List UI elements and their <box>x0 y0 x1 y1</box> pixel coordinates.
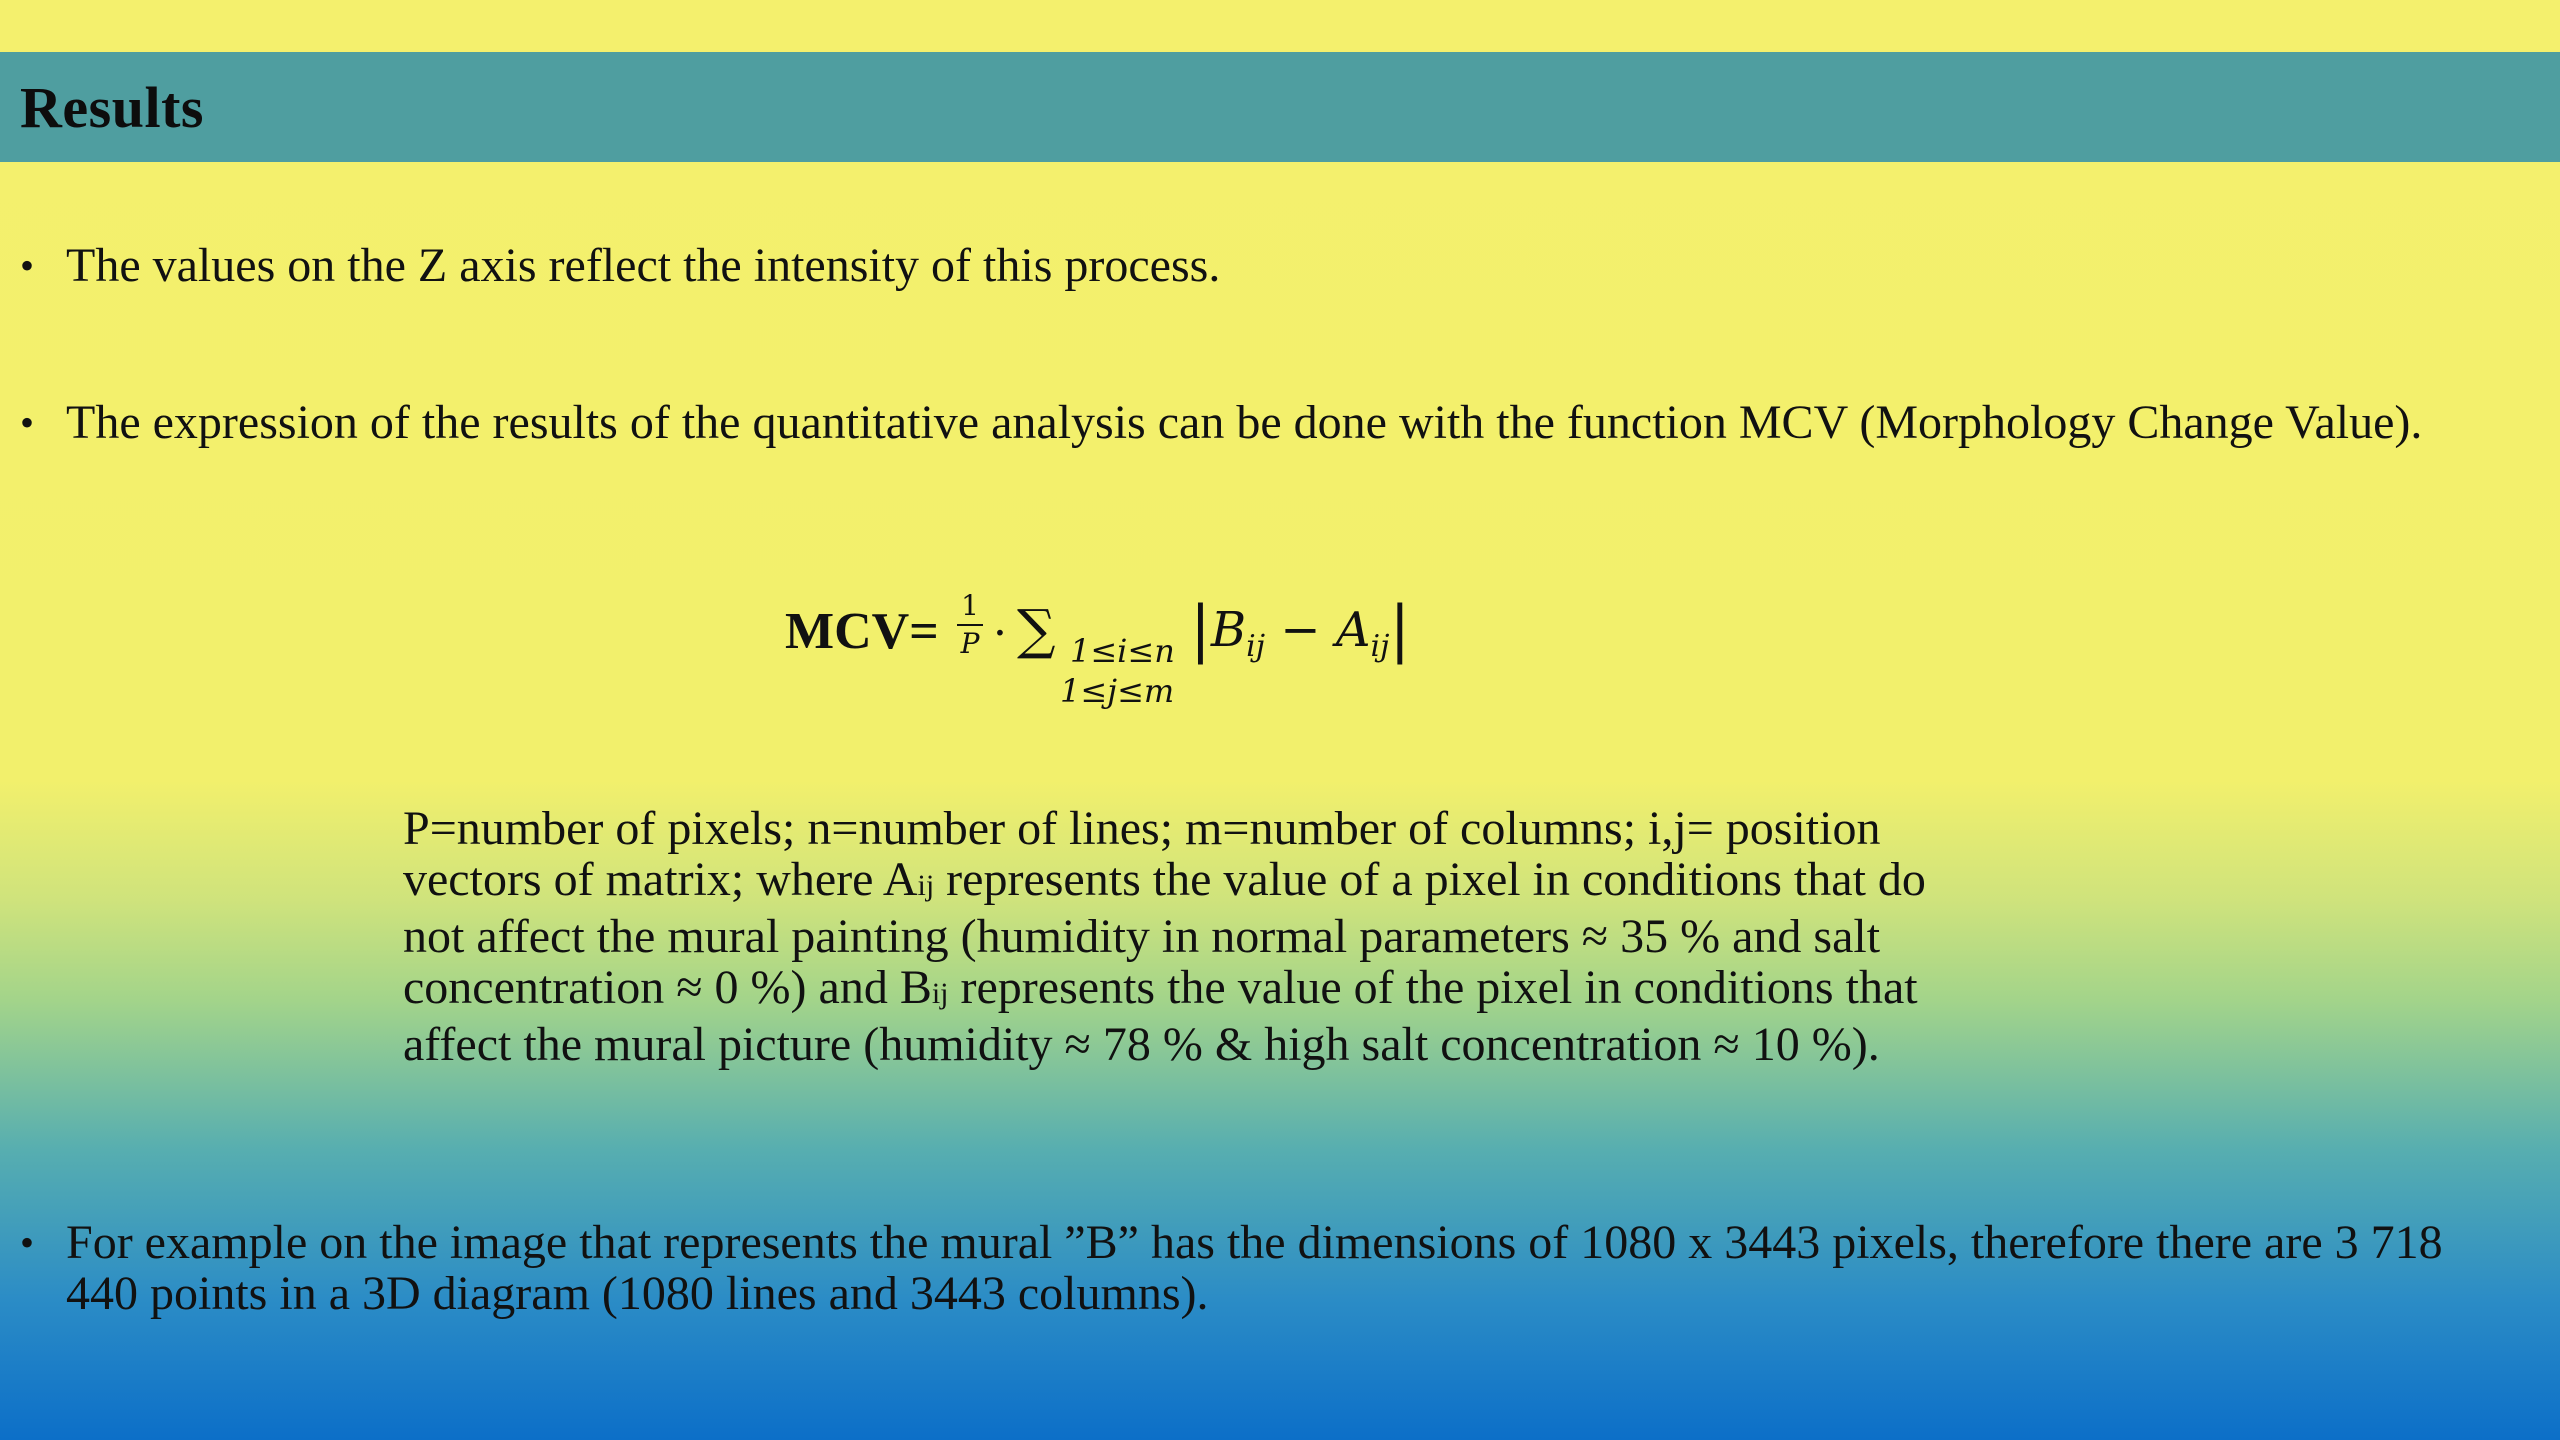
sum-subscript-j: 1≤j≤m <box>1060 672 1175 710</box>
bullet-text: The expression of the results of the quantitative analysis can be done with the function MCV (Morphology Change Value). <box>66 396 2423 449</box>
formula-b-subscript: ij <box>1246 629 1266 664</box>
formula-b: B <box>1210 602 1247 658</box>
bullet-marker: • <box>20 400 35 445</box>
definition-part-1: P=number of pixels; n=number of lines; m=number of columns; i,j= position vectors of matrix; where A <box>403 802 1881 906</box>
formula-a-subscript: ij <box>1370 629 1390 664</box>
sum-subscript-i: 1≤i≤n <box>1070 632 1175 670</box>
formula-a: A <box>1335 602 1371 658</box>
abs-bar-close: | <box>1389 592 1411 665</box>
fraction-numerator: 1 <box>961 589 979 622</box>
formula-dot: · <box>993 608 1007 659</box>
definition-subscript-a: ij <box>917 869 935 902</box>
formula-minus: − <box>1265 602 1336 658</box>
formula-fraction <box>955 590 985 660</box>
formula-lhs: MCV= <box>785 603 939 660</box>
fraction-bar <box>957 624 983 626</box>
bullet-marker: • <box>20 243 35 288</box>
bullet-text: The values on the Z axis reflect the intensity of this process. <box>66 239 1221 292</box>
bullet-item <box>20 1217 2520 1319</box>
fraction-denominator: P <box>960 627 980 660</box>
formula-definition <box>403 803 1983 1070</box>
mcv-formula <box>785 590 1485 720</box>
sum-symbol: ∑ <box>1017 598 1056 661</box>
bullet-marker: • <box>20 1220 35 1265</box>
bullet-item <box>20 240 2520 291</box>
title-bar <box>0 52 2560 162</box>
slide-title: Results <box>20 74 204 140</box>
definition-part-2: represents the value of a pixel in conditions that do not affect the mural painting (humidity in normal parameters ≈ 35 % and salt concentration ≈ 0 %) and B <box>403 853 1926 1014</box>
formula-abs-difference <box>1190 592 1410 665</box>
bullet-text: For example on the image that represents the mural ”B” has the dimensions of 1080 x 3443 pixels, therefore there are 3 718 440 points in a 3D diagram (1080 lines and 3443 columns). <box>66 1216 2443 1320</box>
definition-part-3: represents the value of the pixel in conditions that affect the mural picture (humidity ≈ 78 % & high salt concentration ≈ 10 %). <box>403 961 1918 1071</box>
definition-subscript-b: ij <box>931 977 949 1010</box>
bullet-item <box>20 397 2520 448</box>
abs-bar-open: | <box>1190 592 1211 665</box>
